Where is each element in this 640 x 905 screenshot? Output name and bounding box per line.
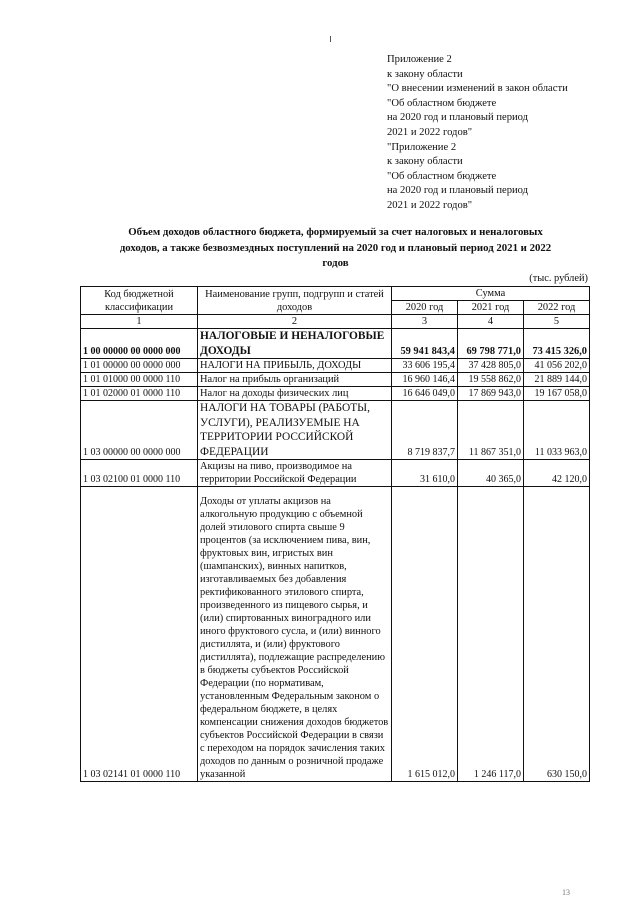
table-row bbox=[81, 401, 590, 460]
row-value-2020: 33 606 195,4 bbox=[392, 359, 458, 373]
scan-mark bbox=[330, 36, 331, 42]
row-value-2021: 19 558 862,0 bbox=[458, 373, 524, 387]
row-value-2021: 1 246 117,0 bbox=[458, 487, 524, 782]
row-value-2022: 19 167 058,0 bbox=[524, 387, 590, 401]
row-name: Налог на прибыль организаций bbox=[198, 373, 392, 387]
row-value-2020: 8 719 837,7 bbox=[392, 401, 458, 460]
row-value-2021: 17 869 943,0 bbox=[458, 387, 524, 401]
row-value-2022: 630 150,0 bbox=[524, 487, 590, 782]
row-name: Налог на доходы физических лиц bbox=[198, 387, 392, 401]
table-row bbox=[81, 373, 590, 387]
row-value-2022: 21 889 144,0 bbox=[524, 373, 590, 387]
row-value-2020: 1 615 012,0 bbox=[392, 487, 458, 782]
col-number: 3 bbox=[392, 315, 458, 329]
row-value-2022: 11 033 963,0 bbox=[524, 401, 590, 460]
row-code: 1 01 00000 00 0000 000 bbox=[81, 359, 198, 373]
row-value-2022: 42 120,0 bbox=[524, 460, 590, 487]
appendix-note: Приложение 2 к закону области "О внесении изменений в закон области "Об областном бюджете на 2020 год и плановый период 2021 и 2022 годов" "Приложение 2 к закону области "Об областном бюджете на 2020 год и плановый период 2021 и 2022 годов" bbox=[387, 54, 568, 211]
col-number: 5 bbox=[524, 315, 590, 329]
row-name: НАЛОГОВЫЕ И НЕНАЛОГОВЫЕ ДОХОДЫ bbox=[198, 329, 392, 359]
row-value-2020: 16 960 146,4 bbox=[392, 373, 458, 387]
row-code: 1 03 00000 00 0000 000 bbox=[81, 401, 198, 460]
row-value-2021: 40 365,0 bbox=[458, 460, 524, 487]
row-name: Акцизы на пиво, производимое на территории Российской Федерации bbox=[198, 460, 392, 487]
table-row bbox=[81, 487, 590, 782]
table-row bbox=[81, 387, 590, 401]
table-row bbox=[81, 359, 590, 373]
row-code: 1 01 02000 01 0000 110 bbox=[81, 387, 198, 401]
header-2020: 2020 год bbox=[392, 301, 458, 315]
header-sum: Сумма bbox=[392, 287, 590, 301]
row-code: 1 01 01000 00 0000 110 bbox=[81, 373, 198, 387]
row-value-2021: 11 867 351,0 bbox=[458, 401, 524, 460]
col-number: 2 bbox=[198, 315, 392, 329]
row-code: 1 03 02100 01 0000 110 bbox=[81, 460, 198, 487]
row-value-2022: 73 415 326,0 bbox=[524, 329, 590, 359]
header-code: Код бюджетной классификации bbox=[81, 287, 198, 315]
row-value-2020: 31 610,0 bbox=[392, 460, 458, 487]
col-number: 4 bbox=[458, 315, 524, 329]
revenue-table bbox=[80, 286, 590, 782]
row-name: Доходы от уплаты акцизов на алкогольную продукцию с объемной долей этилового спирта свыше 9 процентов (за исключением пива, вин, фруктовых вин, игристых вин (шампанских), винных напитков, изготавливаемых без добавления ректификованного этилового спирта, произведенного из пищевого сырья, и (или) спиртованных виноградного или иного фруктового сусла, и (или) винного дистиллята, и (или) фруктового дистиллята), подлежащие распределению в бюджеты субъектов Российской Федерации (по нормативам, установленным Федеральным законом о федеральном бюджете, в целях компенсации снижения доходов бюджетов субъектов Российской Федерации в связи с переходом на порядок зачисления таких доходов по данным о розничной продаже указанной bbox=[198, 487, 392, 782]
table-row bbox=[81, 329, 590, 359]
page-number: 13 bbox=[562, 888, 570, 897]
row-value-2022: 41 056 202,0 bbox=[524, 359, 590, 373]
col-number: 1 bbox=[81, 315, 198, 329]
units-label: (тыс. рублей) bbox=[529, 273, 588, 284]
header-2021: 2021 год bbox=[458, 301, 524, 315]
row-value-2020: 59 941 843,4 bbox=[392, 329, 458, 359]
header-2022: 2022 год bbox=[524, 301, 590, 315]
row-value-2020: 16 646 049,0 bbox=[392, 387, 458, 401]
row-value-2021: 69 798 771,0 bbox=[458, 329, 524, 359]
row-value-2021: 37 428 805,0 bbox=[458, 359, 524, 373]
document-title: Объем доходов областного бюджета, формируемый за счет налоговых и неналоговых доходов, а также безвозмездных поступлений на 2020 год и плановый период 2021 и 2022 годов bbox=[119, 226, 552, 269]
table-row bbox=[81, 460, 590, 487]
row-code: 1 00 00000 00 0000 000 bbox=[81, 329, 198, 359]
row-code: 1 03 02141 01 0000 110 bbox=[81, 487, 198, 782]
row-name: НАЛОГИ НА ПРИБЫЛЬ, ДОХОДЫ bbox=[198, 359, 392, 373]
row-name: НАЛОГИ НА ТОВАРЫ (РАБОТЫ, УСЛУГИ), РЕАЛИЗУЕМЫЕ НА ТЕРРИТОРИИ РОССИЙСКОЙ ФЕДЕРАЦИИ bbox=[198, 401, 392, 460]
header-name: Наименование групп, подгрупп и статей доходов bbox=[198, 287, 392, 315]
